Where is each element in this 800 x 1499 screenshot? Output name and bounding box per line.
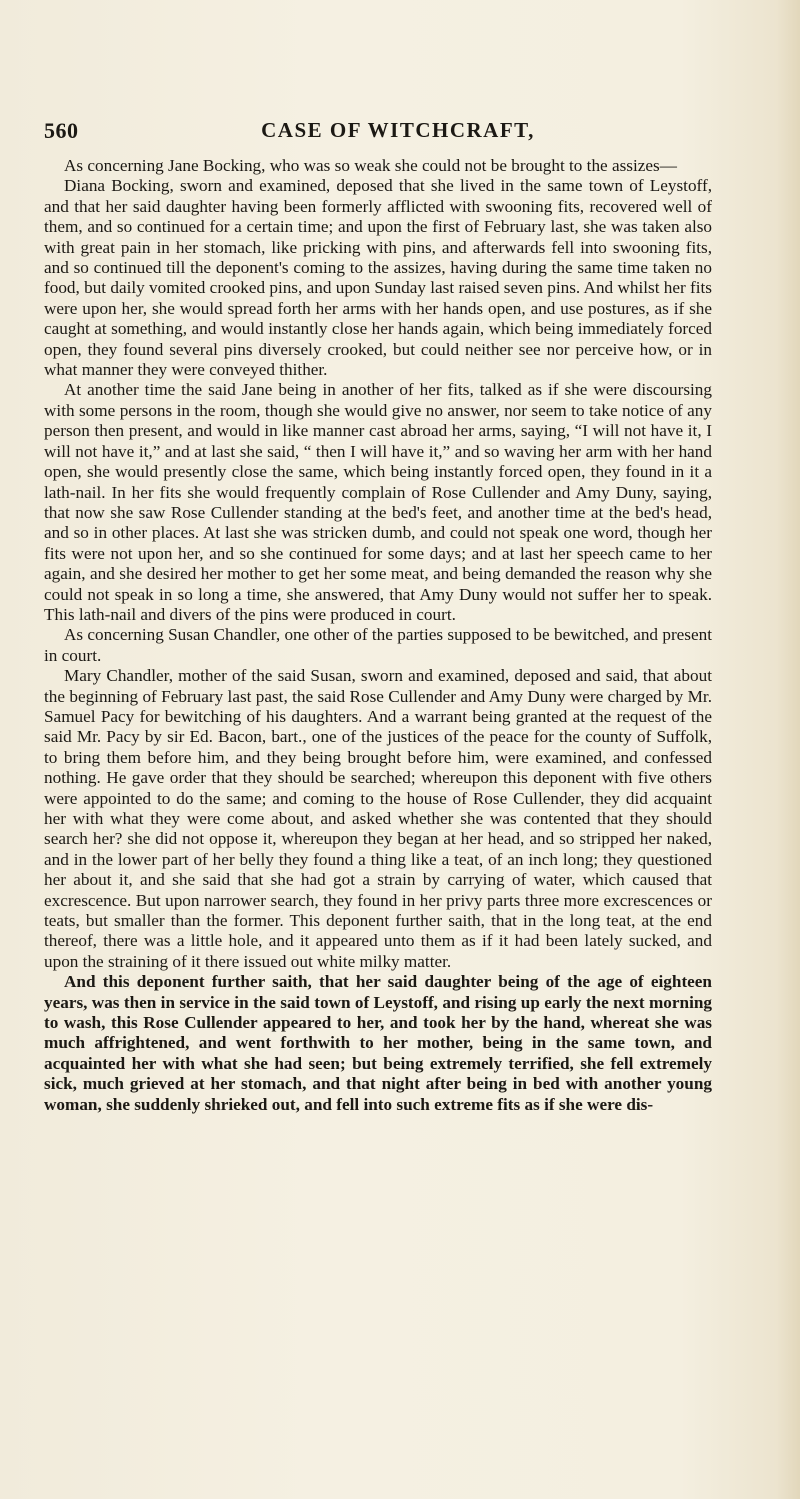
paragraph-mary-chandler-deposition: Mary Chandler, mother of the said Susan, sworn and examined, deposed and said, that about the beginning of February last past, the said Rose Cullender and Amy Duny were charged by Mr. Samuel Pacy for bewitching of his daughters. And a warrant being granted at the request of the said Mr. Pacy by sir Ed. Bacon, bart., one of the justices of the peace for the county of Suffolk, to bring them before him, and they being brought before him, were examined, and confessed nothing. He gave order that they should be searched; whereupon this deponent with five others were appointed to do the same; and coming to the house of Rose Cullender, they did acquaint her with what they were come about, and asked whether she was contented that they should search her? she did not oppose it, whereupon they began at her head, and so stripped her naked, and in the lower part of her belly they found a thing like a teat, of an inch long; they questioned her about it, and she said that she had got a strain by carrying of water, which caused that excrescence. But upon narrower search, they found in her privy parts three more excrescences or teats, but smaller than the former. This deponent further saith, that in the long teat, at the end thereof, there was a little hole, and it appeared unto them as if it had been lately sucked, and upon the straining of it there issued out white milky matter. — [44, 666, 712, 971]
paragraph-jane-bocking-intro: As concerning Jane Bocking, who was so weak she could not be brought to the assizes— — [64, 156, 677, 175]
paragraph-diana-bocking-deposition: Diana Bocking, sworn and examined, deposed that she lived in the same town of Leystoff, and that her said daughter having been formerly afflicted with swooning fits, recovered well of them, and so continued for a certain time; and upon the first of February last, she was taken also with great pain in her stomach, like pricking with pins, and afterwards fell into swooning fits, and so continued till the deponent's coming to the assizes, having during the same time taken no food, but daily vomited crooked pins, and upon Sunday last raised seven pins. And whilst her fits were upon her, she would spread forth her arms with her hands open, and use postures, as if she caught at something, and would instantly close her hands again, which being immediately forced open, they found several pins diversely crooked, but could neither see nor perceive how, or in what manner they were conveyed thither. — [44, 176, 712, 380]
paragraph-deponent-further-saith: And this deponent further saith, that her said daughter being of the age of eighteen years, was then in service in the said town of Leystoff, and rising up early the next morning to wash, this Rose Cullender appeared to her, and took her by the hand, whereat she was much affrightened, and went forthwith to her mother, being in the same town, and acquainted her with what she had seen; but being extremely terrified, she fell extremely sick, much grieved at her stomach, and that night after being in bed with another young woman, she suddenly shrieked out, and fell into such extreme fits as if she were dis- — [44, 972, 712, 1114]
page-header — [44, 118, 712, 148]
running-title: CASE OF WITCHCRAFT, — [261, 118, 535, 142]
page-number: 560 — [44, 118, 79, 143]
body-text — [44, 156, 712, 1115]
paragraph-jane-fits: At another time the said Jane being in another of her fits, talked as if she were discoursing with some persons in the room, though she would give no answer, nor seem to take notice of any person then present, and would in like manner cast abroad her arms, saying, “I will not have it, I will not have it,” and at last she said, “ then I will have it,” and so waving her arm with her hand open, she would presently close the same, which being instantly forced open, they found in it a lath-nail. In her fits she would frequently complain of Rose Cullender and Amy Duny, saying, that now she saw Rose Cullender standing at the bed's feet, and another time at the bed's head, and so in other places. At last she was stricken dumb, and could not speak one word, though her fits were not upon her, and so she continued for some days; and at last her speech came to her again, and she desired her mother to get her some meat, and being demanded the reason why she could not speak in so long a time, she answered, that Amy Duny would not suffer her to speak. This lath-nail and divers of the pins were produced in court. — [44, 380, 712, 624]
paragraph-susan-chandler-intro: As concerning Susan Chandler, one other of the parties supposed to be bewitched, and present in court. — [44, 625, 712, 665]
